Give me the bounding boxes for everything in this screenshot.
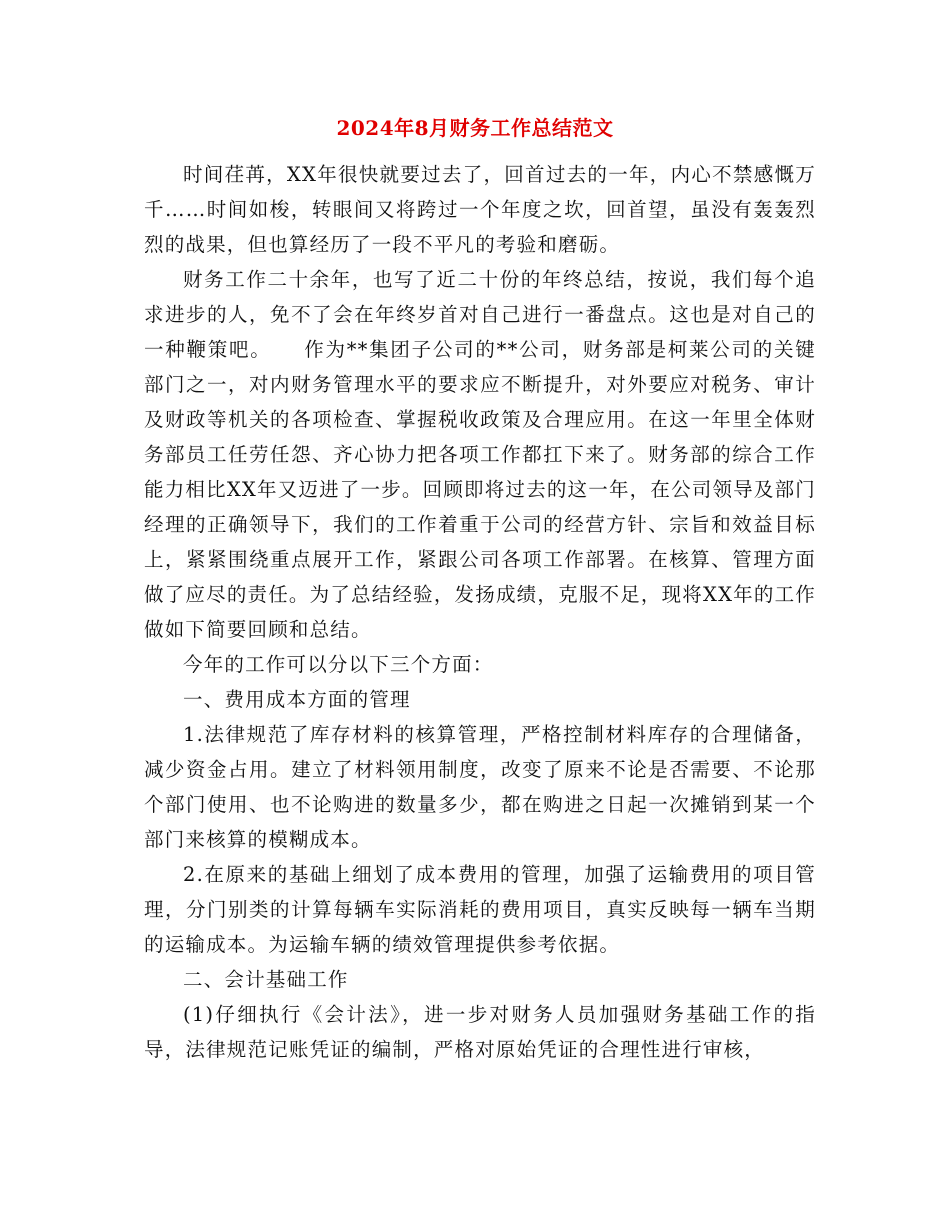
paragraph-accounting-law: (1)仔细执行《会计法》，进一步对财务人员加强财务基础工作的指导，法律规范记账凭证的编制，严格对原始凭证的合理性进行审核，	[144, 1003, 816, 1061]
paragraph-item-2: 2.在原来的基础上细划了成本费用的管理，加强了运输费用的项目管理，分门别类的计算每辆车实际消耗的费用项目，真实反映每一辆车当期的运输成本。为运输车辆的绩效管理提供参考依据。	[144, 863, 816, 956]
paragraph-overview: 财务工作二十余年，也写了近二十份的年终总结，按说，我们每个追求进步的人，免不了会在年终岁首对自己进行一番盘点。这也是对自己的一种鞭策吧。 作为**集团子公司的**公司，财务部是柯莱公司的关键部门之一，对内财务管理水平的要求应不断提升，对外要应对税务、审计及财政等机关的各项检查、掌握税收政策及合理应用。在这一年里全体财务部员工任劳任怨、齐心协力把各项工作都扛下来了。财务部的综合工作能力相比XX年又迈进了一步。回顾即将过去的这一年，在公司领导及部门经理的正确领导下，我们的工作着重于公司的经营方针、宗旨和效益目标上，紧紧围绕重点展开工作，紧跟公司各项工作部署。在核算、管理方面做了应尽的责任。为了总结经验，发扬成绩，克服不足，现将XX年的工作做如下简要回顾和总结。	[144, 268, 816, 641]
paragraph-intro: 时间荏苒，XX年很快就要过去了，回首过去的一年，内心不禁感慨万千……时间如梭，转眼间又将跨过一个年度之坎，回首望，虽没有轰轰烈烈的战果，但也算经历了一段不平凡的考验和磨砺。	[144, 163, 816, 256]
section-heading-accounting-basics: 二、会计基础工作	[183, 968, 349, 991]
paragraph-three-aspects: 今年的工作可以分以下三个方面：	[183, 653, 494, 676]
document-title: 2024年8月财务工作总结范文	[336, 116, 614, 140]
paragraph-item-1: 1.法律规范了库存材料的核算管理，严格控制材料库存的合理储备，减少资金占用。建立了材料领用制度，改变了原来不论是否需要、不论那个部门使用、也不论购进的数量多少，都在购进之日起一次摊销到某一个部门来核算的模糊成本。	[144, 723, 816, 851]
document-body	[144, 157, 816, 1067]
section-heading-cost-management: 一、费用成本方面的管理	[183, 688, 411, 711]
